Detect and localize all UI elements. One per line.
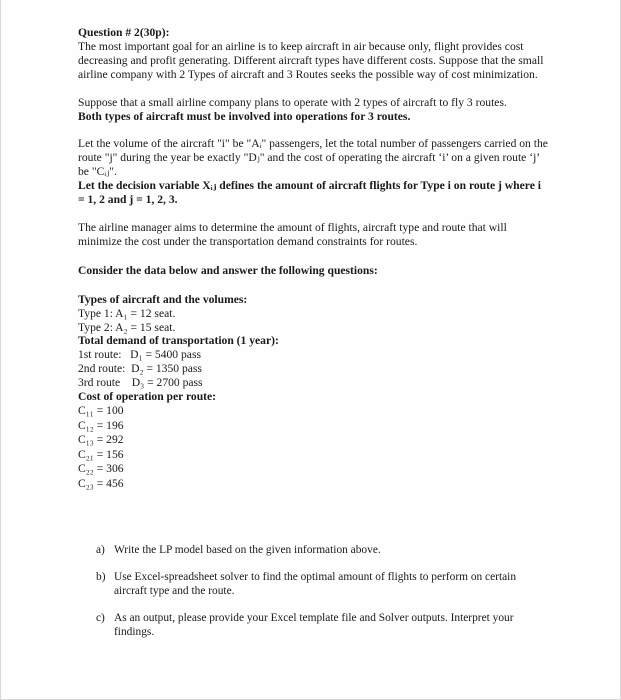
task-item-a [96,544,551,558]
cost-c22: C₂₂ = 306 [78,462,124,476]
cost-c13: C₁₃ = 292 [78,433,124,447]
question-title: Question # 2(30p): [78,26,170,39]
cost-c21: C₂₁ = 156 [78,447,124,461]
task-letter: c) [96,611,105,624]
scenario-requirement: Both types of aircraft must be involved into operations for 3 routes. [78,109,411,123]
cost-c11: C₁₁ = 100 [78,403,124,417]
task-letter: b) [96,570,106,583]
demand-route-1: 1st route: D₁ = 5400 pass [78,348,201,362]
demand-header: Total demand of transportation (1 year): [78,334,279,348]
task-text: As an output, please provide your Excel template file and Solver outputs. Interpret your findings. [114,611,514,638]
task-item-b [96,571,551,599]
definition-paragraph: Let the volume of the aircraft "i" be "Aᵢ" passengers, let the total number of passengers carried on the route "j" during the year be exactly "Dⱼ" and the cost of operating the aircraft ‘i’ on a given route ‘j’ be "Cᵢⱼ". [78,137,548,179]
types-header: Types of aircraft and the volumes: [78,292,248,306]
aim-paragraph: The airline manager aims to determine the amount of flights, aircraft type and route that will minimize the cost under the transportation demand constraints for routes. [78,220,507,248]
cost-c23: C₂₃ = 456 [78,476,124,490]
cost-header: Cost of operation per route: [78,390,217,404]
task-list [96,544,551,653]
decision-variable: Let the decision variable Xᵢⱼ defines the amount of aircraft flights for Type i on route j where i = 1, 2 and j = 1, 2, 3. [78,179,541,207]
scenario-paragraph: Suppose that a small airline company plans to operate with 2 types of aircraft to fly 3 routes. [78,95,507,109]
question-body [78,26,548,492]
intro-paragraph: The most important goal for an airline is to keep aircraft in air because only, flight provides cost decreasing and profit generating. Different aircraft types have different costs. Suppose that the small airline company with 2 Types of aircraft and 3 Routes seeks the possible way of cost minimization. [78,39,544,81]
demand-route-2: 2nd route: D₂ = 1350 pass [78,362,202,376]
task-text: Use Excel-spreadsheet solver to find the optimal amount of flights to perform on certain aircraft type and the route. [114,570,517,597]
task-letter: a) [96,544,105,556]
task-item-c [96,612,551,640]
data-section [78,293,548,492]
type-2-volume: Type 2: A₂ = 15 seat. [78,320,176,334]
demand-route-3: 3rd route D₃ = 2700 pass [78,376,203,390]
cost-list [78,404,548,492]
type-1-volume: Type 1: A₁ = 12 seat. [78,306,176,320]
cost-c12: C₁₂ = 196 [78,418,124,432]
task-text: Write the LP model based on the given information above. [114,544,381,556]
consider-heading: Consider the data below and answer the following questions: [78,263,378,277]
